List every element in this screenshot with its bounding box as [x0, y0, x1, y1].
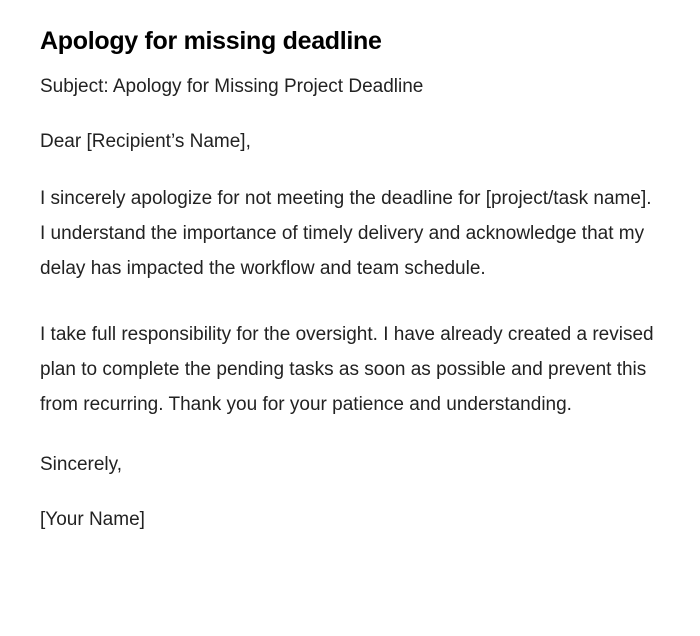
body-paragraph-2: I take full responsibility for the oversight. I have already created a revised plan to complete the pending tasks as soon as possible and prevent this from recurring. Thank you for your patience and understanding. — [40, 324, 654, 415]
body-paragraph-1: I sincerely apologize for not meeting the deadline for [project/task name]. I understand the importance of timely delivery and acknowledge that my delay has impacted the workflow and team schedule. — [40, 188, 652, 279]
subject-line: Subject: Apology for Missing Project Deadline — [40, 76, 424, 97]
document-title: Apology for missing deadline — [40, 27, 382, 55]
signature-line: [Your Name] — [40, 509, 145, 530]
greeting-line: Dear [Recipient’s Name], — [40, 131, 251, 152]
letter-document — [40, 24, 655, 532]
closing-line: Sincerely, — [40, 454, 123, 475]
